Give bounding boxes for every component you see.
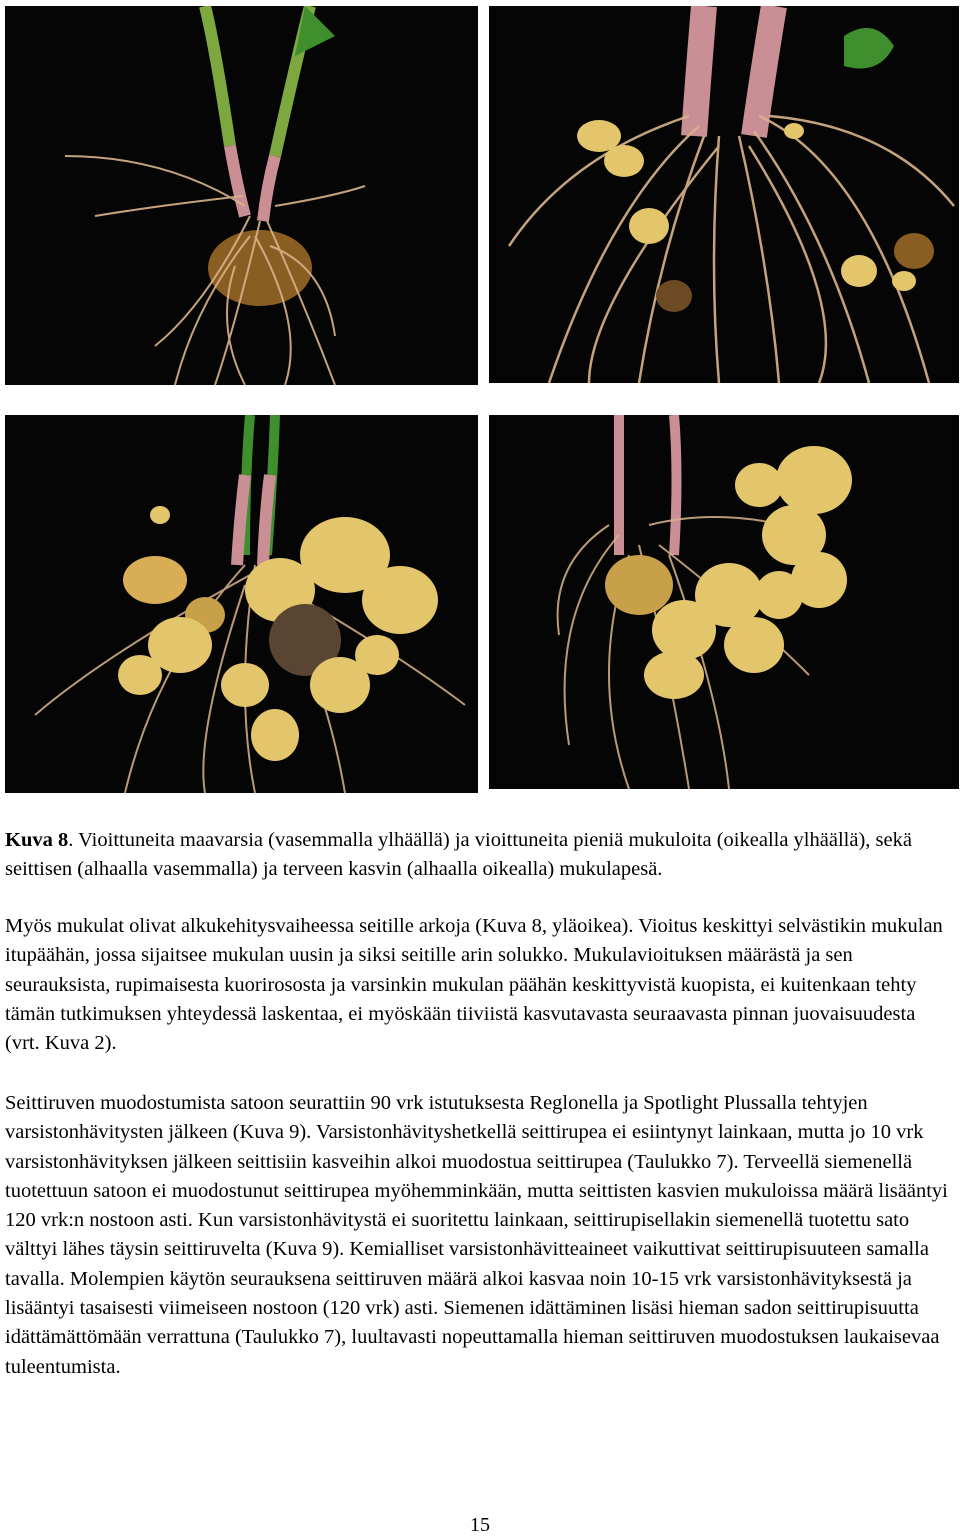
caption-text: . Vioittuneita maavarsia (vasemmalla ylhäällä) ja vioittuneita pieniä mukuloita (oikealla ylhäällä), sekä seittisen (alhaalla vasemmalla) ja terveen kasvin (alhaalla oikealla) mukulapesä. (5, 829, 912, 881)
healthy-plant-photo (489, 415, 959, 789)
black-scurf-plant-photo (5, 415, 478, 793)
damaged-stolons-photo (5, 6, 478, 385)
body-paragraph-2: Seittiruven muodostumista satoon seurattiin 90 vrk istutuksesta Reglonella ja Spotlight Plussalla tehtyjen varsistonhävitysten jälkeen (Kuva 9). Varsistonhävityshetkellä seittirupea ei esiintynyt lainkaan, mutta jo 10 vrk varsistonhävityksen jälkeen seittisiin kasveihin alkoi muodostua seittirupea (Taulukko 7). Terveellä siemenellä tuotettuun satoon ei muodostunut seittirupea myöhemminkään, mutta seittisten kasvien mukuloissa määrä lisääntyi 120 vrk:n nostoon asti. Kun varsistonhävitystä ei suoritettu lainkaan, seittirupisellakin siemenellä tuotettu sato välttyi lähes täysin seittiruvelta (Kuva 9). Kemialliset varsistonhävitteaineet vaikuttivat seittirupisuuteen samalla tavalla. Molempien käytön seurauksena seittiruven määrä alkoi kasvaa noin 10-15 vrk varsistonhävityksestä ja lisääntyi tasaisesti viimeiseen nostoon (120 vrk) asti. Siemenen idättäminen lisäsi hieman sadon seittirupisuutta idättämättömään verrattuna (Taulukko 7), luultavasti nopeuttamalla hieman seittiruven muodostuksen laukaisevaa tuleentumista. (5, 1092, 948, 1378)
caption-label: Kuva 8 (5, 829, 69, 851)
black-scurf-plant-image (5, 415, 478, 793)
damaged-stolons-image (5, 6, 478, 385)
figure-caption (5, 826, 955, 885)
damaged-small-tubers-image (489, 6, 959, 383)
page-number: 15 (470, 1514, 490, 1536)
damaged-small-tubers-photo (489, 6, 959, 383)
body-paragraph-1: Myös mukulat olivat alkukehitysvaiheessa seitille arkoja (Kuva 8, yläoikea). Vioitus keskittyi selvästikin mukulan itupäähän, jossa sijaitsee mukulan uusin ja siksi seitille arin solukko. Mukulavioituksen määrästä ja sen seurauksista, rupimaisesta kuorirososta ja varsinkin mukulan päähän keskittyvistä kuopista, ei kuitenkaan tehty tämän tutkimuksen yhteydessä laskentaa, ei myöskään tiiviistä kasvutavasta seuraavasta pinnan juovaisuudesta (vrt. Kuva 2). (5, 915, 943, 1055)
healthy-plant-image (489, 415, 959, 789)
